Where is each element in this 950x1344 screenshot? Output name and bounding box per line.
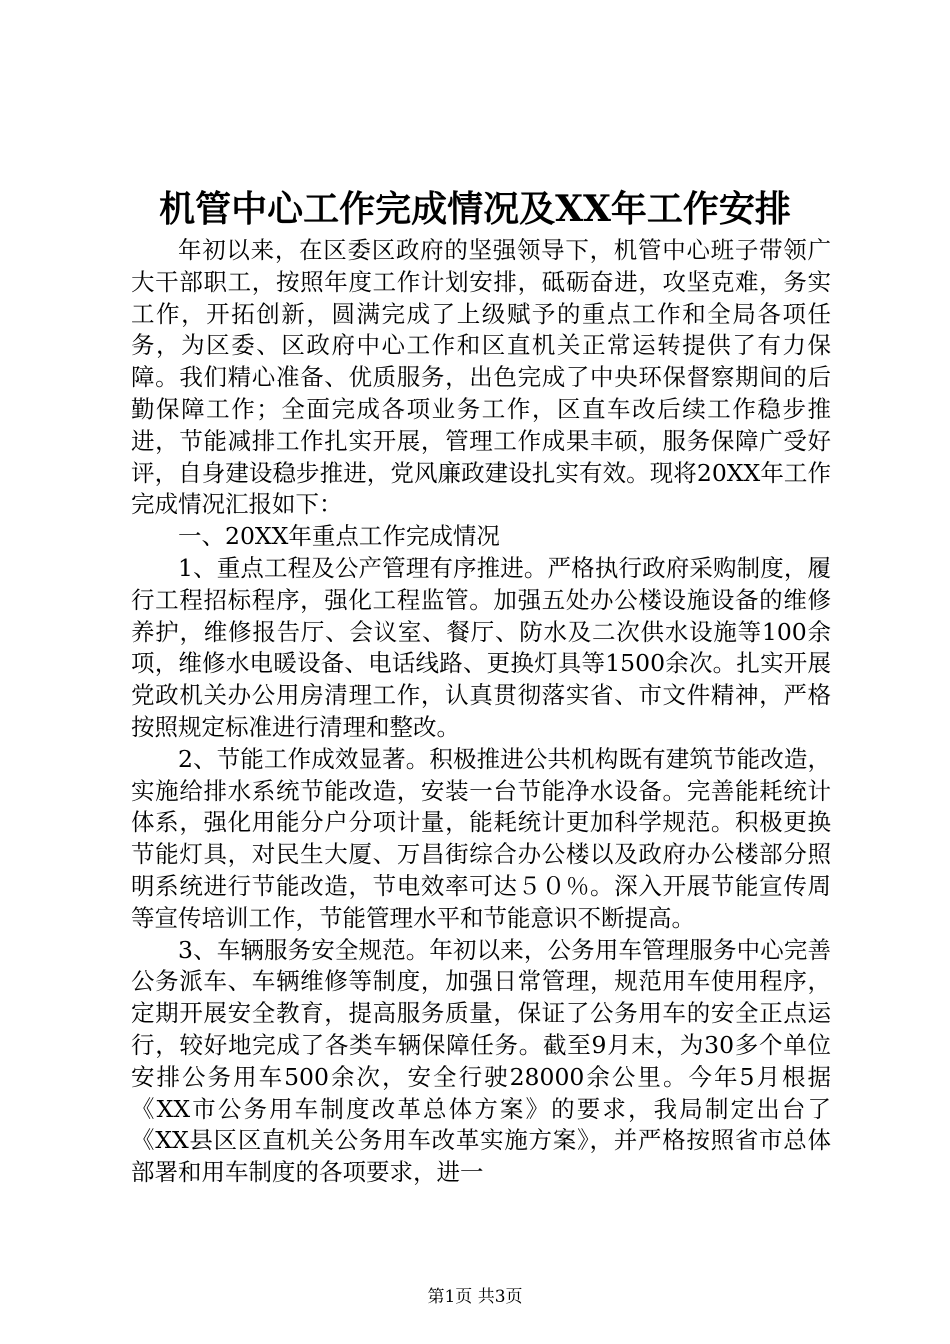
section-heading-1: 一、20XX年重点工作完成情况	[178, 522, 500, 551]
paragraph-item-2: 2、节能工作成效显著。积极推进公共机构既有建筑节能改造，实施给排水系统节能改造，安装一台节能净水设备。完善能耗统计体系，强化用能分户分项计量，能耗统计更加科学规范。积极更换节能灯具，对民生大厦、万昌街综合办公楼以及政府办公楼部分照明系统进行节能改造，节电效率可达５０％。深入开展节能宣传周等宣传培训工作，节能管理水平和节能意识不断提高。	[131, 744, 831, 932]
document-title: 机管中心工作完成情况及XX年工作安排	[159, 188, 791, 230]
paragraph-item-1: 1、重点工程及公产管理有序推进。严格执行政府采购制度，履行工程招标程序，强化工程监管。加强五处办公楼设施设备的维修养护，维修报告厅、会议室、餐厅、防水及二次供水设施等100余项，维修水电暖设备、电话线路、更换灯具等1500余次。扎实开展党政机关办公用房清理工作，认真贯彻落实省、市文件精神，严格按照规定标准进行清理和整改。	[131, 553, 831, 741]
paragraph-item-3: 3、车辆服务安全规范。年初以来，公务用车管理服务中心完善公务派车、车辆维修等制度，加强日常管理，规范用车使用程序，定期开展安全教育，提高服务质量，保证了公务用车的安全正点运行，较好地完成了各类车辆保障任务。截至9月末，为30多个单位安排公务用车500余次，安全行驶28000余公里。今年5月根据《XX市公务用车制度改革总体方案》的要求，我局制定出台了《XX县区区直机关公务用车改革实施方案》，并严格按照省市总体部署和用车制度的各项要求，进一	[131, 935, 831, 1187]
document-body	[131, 235, 831, 1189]
intro-paragraph: 年初以来，在区委区政府的坚强领导下，机管中心班子带领广大干部职工，按照年度工作计划安排，砥砺奋进，攻坚克难，务实工作，开拓创新，圆满完成了上级赋予的重点工作和全局各项任务，为区委、区政府中心工作和区直机关正常运转提供了有力保障。我们精心准备、优质服务，出色完成了中央环保督察期间的后勤保障工作；全面完成各项业务工作，区直车改后续工作稳步推进，节能减排工作扎实开展，管理工作成果丰硕，服务保障广受好评，自身建设稳步推进，党风廉政建设扎实有效。现将20XX年工作完成情况汇报如下：	[131, 236, 831, 519]
page-number-footer: 第1页 共3页	[427, 1287, 523, 1307]
